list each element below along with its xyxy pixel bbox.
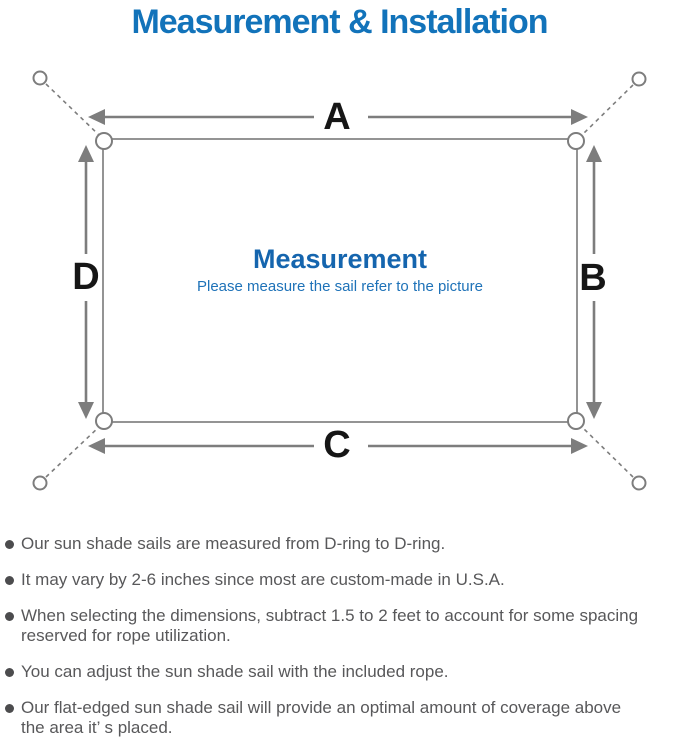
dimension-b-arrowhead-down-icon	[586, 402, 602, 419]
page-title: Measurement & Installation	[131, 3, 548, 41]
diagram-subtitle: Please measure the sail refer to the picture	[197, 278, 483, 295]
d-ring-top-right-icon	[568, 133, 584, 149]
dimension-label-b: B	[579, 257, 607, 299]
sail-center-text	[103, 244, 577, 297]
note-item-subtract-feet: When selecting the dimensions, subtract 1.5 to 2 feet to account for some spacing reserved for rope utilization.	[0, 606, 679, 646]
diagram-heading: Measurement	[252, 244, 428, 274]
dimension-label-d: D	[72, 256, 100, 298]
note-item-flat-edged-coverage: Our flat-edged sun shade sail will provide an optimal amount of coverage above the area it’ s placed.	[0, 698, 630, 738]
dimension-d-arrowhead-up-icon	[78, 145, 94, 162]
dimension-a-arrowhead-right-icon	[571, 109, 588, 125]
anchor-point-bottom-right-icon	[633, 477, 646, 490]
rope-bottom-right	[581, 426, 633, 477]
d-ring-top-left-icon	[96, 133, 112, 149]
note-item-adjust-rope: You can adjust the sun shade sail with the included rope.	[0, 662, 679, 682]
rope-bottom-left	[46, 426, 100, 477]
rope-top-left	[46, 84, 100, 136]
dimension-label-c: C	[323, 424, 351, 466]
measurement-diagram	[0, 45, 679, 510]
anchor-point-bottom-left-icon	[34, 477, 47, 490]
note-item-vary-inches: It may vary by 2-6 inches since most are custom-made in U.S.A.	[0, 570, 679, 590]
d-ring-bottom-right-icon	[568, 413, 584, 429]
d-ring-bottom-left-icon	[96, 413, 112, 429]
anchor-point-top-left-icon	[34, 72, 47, 85]
dimension-c-arrowhead-right-icon	[571, 438, 588, 454]
notes-list	[0, 534, 679, 739]
dimension-label-a: A	[323, 96, 351, 138]
anchor-point-top-right-icon	[633, 73, 646, 86]
note-item-measured-dring: Our sun shade sails are measured from D-ring to D-ring.	[0, 534, 679, 554]
dimension-a-arrowhead-left-icon	[88, 109, 105, 125]
dimension-c-arrowhead-left-icon	[88, 438, 105, 454]
rope-top-right	[581, 85, 633, 136]
dimension-d-arrowhead-down-icon	[78, 402, 94, 419]
dimension-b-arrowhead-up-icon	[586, 145, 602, 162]
